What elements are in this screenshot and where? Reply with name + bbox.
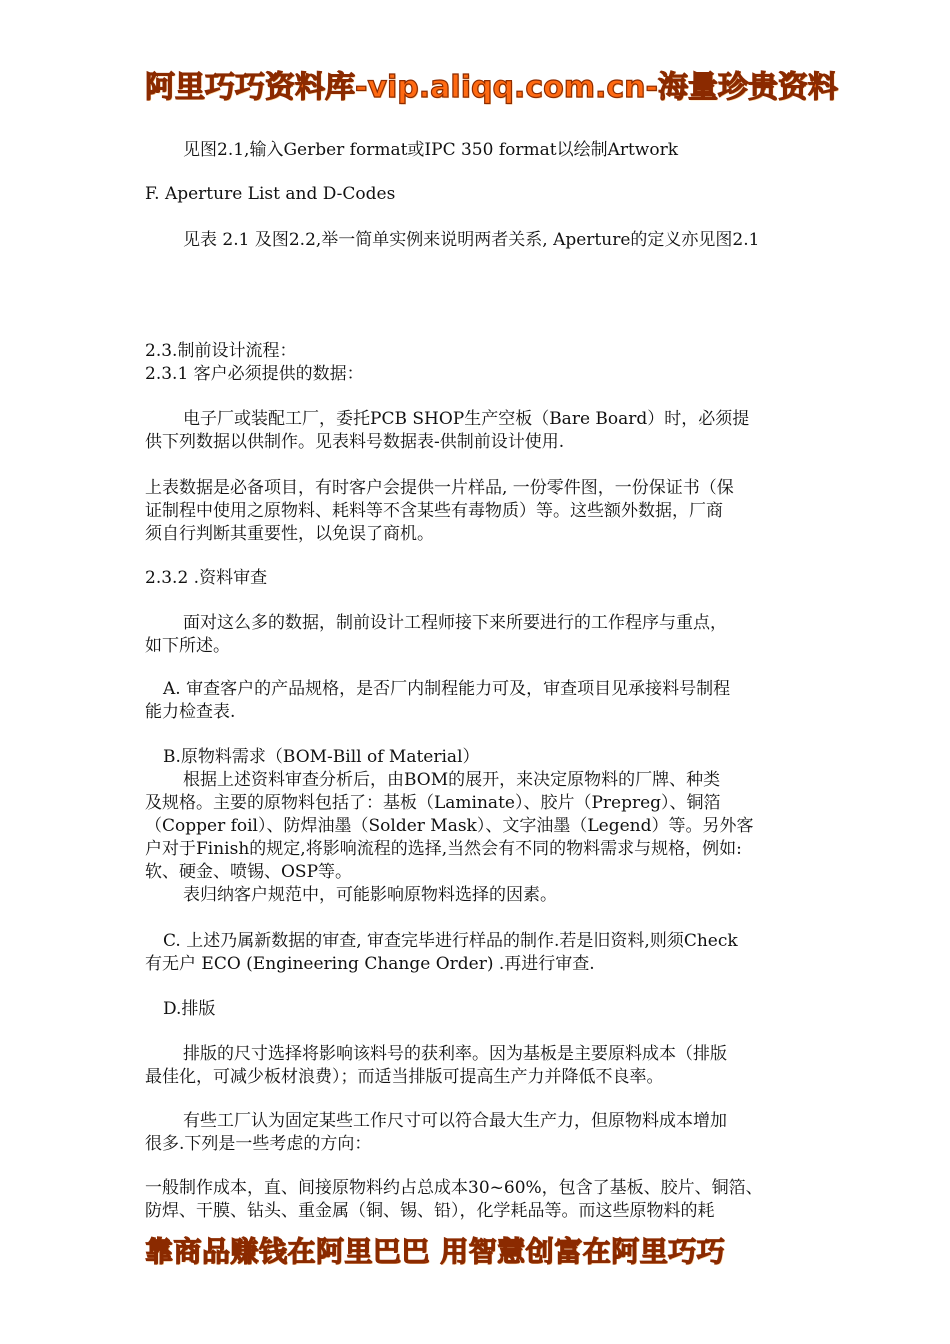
paragraph-line: 根据上述资料审查分析后，由BOM的展开，来决定原物料的厂牌、种类 [183,770,721,790]
paragraph-line: 及规格。主要的原物料包括了：基板（Laminate）、胶片（Prepreg）、铜箔 [145,793,721,813]
paragraph: 见表 2.1 及图2.2,举一简单实例来说明两者关系, Aperture的定义亦见图2.1 [183,230,760,250]
paragraph-line: A. 审查客户的产品规格，是否厂内制程能力可及，审查项目见承接料号制程 [163,679,731,699]
paragraph-line: 排版的尺寸选择将影响该料号的获利率。因为基板是主要原料成本（排版 [183,1044,727,1064]
section-heading: 2.3.2 .资料审查 [145,568,268,588]
paragraph-line: 一般制作成本，直、间接原物料约占总成本30~60%，包含了基板、胶片、铜箔、 [145,1178,763,1198]
paragraph-line: 表归纳客户规范中，可能影响原物料选择的因素。 [183,885,557,905]
paragraph-line: 证制程中使用之原物料、耗料等不含某些有毒物质）等。这些额外数据，厂商 [145,501,723,521]
paragraph-line: 面对这么多的数据，制前设计工程师接下来所要进行的工作程序与重点， [183,613,727,633]
section-heading: F. Aperture List and D-Codes [145,184,396,204]
paragraph-line: 如下所述。 [145,636,230,656]
paragraph-line: 能力检查表. [145,702,236,722]
section-heading: 2.3.制前设计流程： [145,341,297,361]
paragraph-line: 有些工厂认为固定某些工作尺寸可以符合最大生产力，但原物料成本增加 [183,1111,727,1131]
header-banner: 阿里巧巧资料库-vip.aliqq.com.cn-海量珍贵资料 [145,70,838,105]
section-heading: B.原物料需求（BOM-Bill of Material） [163,747,480,767]
paragraph-line: 户对于Finish的规定,将影响流程的选择,当然会有不同的物料需求与规格，例如: [145,839,742,859]
paragraph-line: 软、硬金、喷锡、OSP等。 [145,862,353,882]
paragraph-line: 上表数据是必备项目，有时客户会提供一片样品, 一份零件图，一份保证书（保 [145,478,734,498]
paragraph-line: 防焊、干膜、钻头、重金属（铜、锡、铅），化学耗品等。而这些原物料的耗 [145,1201,715,1221]
paragraph-line: C. 上述乃属新数据的审查, 审查完毕进行样品的制作.若是旧资料,则须Check [163,931,738,951]
paragraph-line: 很多.下列是一些考虑的方向： [145,1134,372,1154]
paragraph-line: （Copper foil）、防焊油墨（Solder Mask）、文字油墨（Legend）等。另外客 [145,816,754,836]
paragraph-line: 须自行判断其重要性，以免误了商机。 [145,524,434,544]
paragraph-line: 有无户 ECO (Engineering Change Order) .再进行审查. [145,954,595,974]
paragraph: 见图2.1,输入Gerber format或IPC 350 format以绘制Artwork [183,140,679,160]
paragraph-line: 最佳化，可减少板材浪费）；而适当排版可提高生产力并降低不良率。 [145,1067,664,1087]
section-heading: D.排版 [163,999,216,1019]
paragraph-line: 电子厂或装配工厂，委托PCB SHOP生产空板（Bare Board）时，必须提 [183,409,750,429]
section-heading: 2.3.1 客户必须提供的数据： [145,364,364,384]
footer-banner: 靠商品赚钱在阿里巴巴 用智慧创富在阿里巧巧 [145,1235,726,1268]
paragraph-line: 供下列数据以供制作。见表料号数据表-供制前设计使用. [145,432,565,452]
